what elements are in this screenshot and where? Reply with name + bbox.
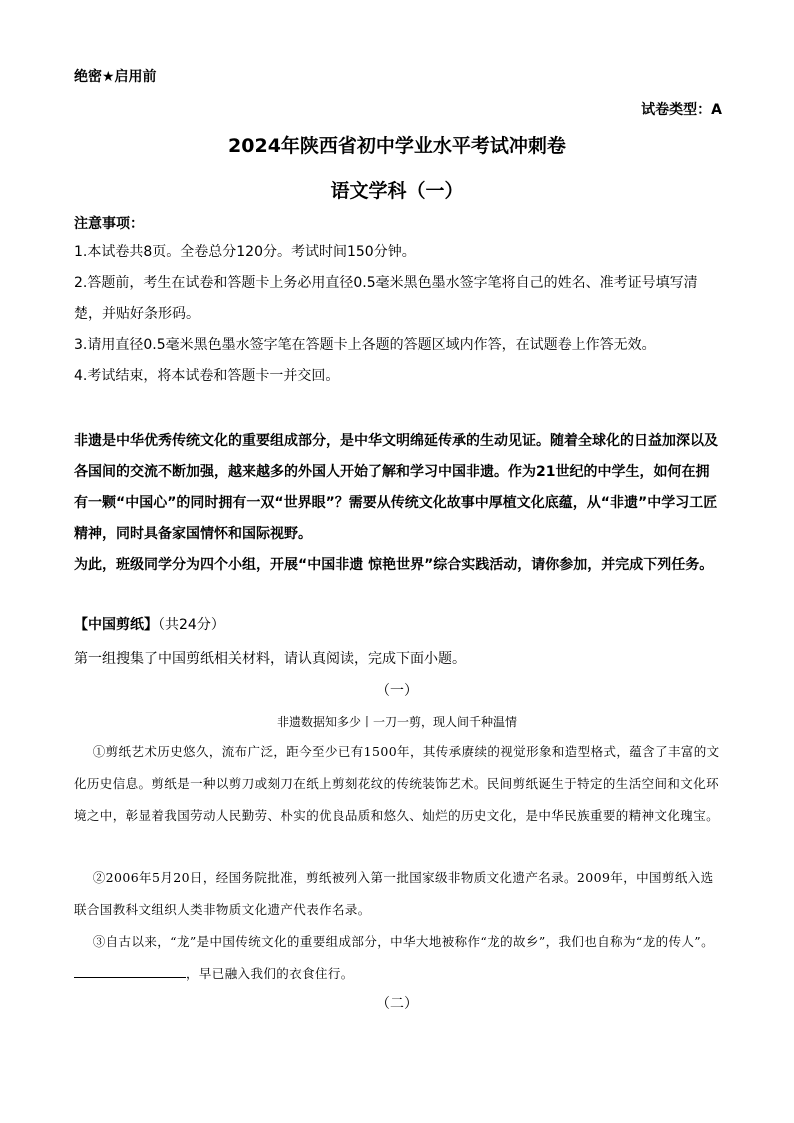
- secret-label: 绝密★启用前: [74, 69, 157, 85]
- task-text: 为此，班级同学分为四个小组，开展“中国非遗 惊艳世界”综合实践活动，请你参加，并完成下列任务。: [74, 557, 714, 573]
- material-paragraph-1: [74, 736, 720, 832]
- note-item: 3.请用直径0.5毫米黑色墨水签字笔在答题卡上各题的答题区域内作答，在试题卷上作答无效。: [74, 337, 656, 353]
- answer-blank: [74, 965, 186, 978]
- material-two-marker: （二）: [376, 996, 418, 1012]
- material-paragraph-3: [74, 926, 720, 990]
- section-heading: [74, 614, 225, 634]
- exam-title: 2024年陕西省初中学业水平考试冲刺卷: [228, 135, 566, 157]
- note-item: 1.本试卷共8页。全卷总分120分。考试时间150分钟。: [74, 244, 416, 260]
- paper-type: 试卷类型：A: [641, 102, 722, 118]
- section-score: （共24分）: [158, 617, 225, 633]
- material-one-marker: （一）: [376, 683, 418, 699]
- intro-text: 非遗是中华优秀传统文化的重要组成部分，是中华文明绵延传承的生动见证。随着全球化的日益加深以及各国间的交流不断加强，越来越多的外国人开始了解和学习中国非遗。作为21世纪的中学生，如何在拥有一颗“中国心”的同时拥有一双“世界眼”？需要从传统文化故事中厚植文化底蕴，从“非遗”中学习工匠精神，同时具备家国情怀和国际视野。: [74, 433, 718, 542]
- task-paragraph: [74, 550, 720, 581]
- note-item: 2.答题前，考生在试卷和答题卡上务必用直径0.5毫米黑色墨水签字笔将自己的姓名、准考证号填写清楚，并贴好条形码。: [74, 275, 698, 322]
- notes-list: [74, 237, 720, 392]
- section-title: 【中国剪纸】: [74, 617, 158, 633]
- intro-paragraph: [74, 426, 720, 550]
- paragraph-text: ①剪纸艺术历史悠久，流布广泛，距今至少已有1500年，其传承赓续的视觉形象和造型格式，蕴含了丰富的文化历史信息。剪纸是一种以剪刀或刻刀在纸上剪刻花纹的传统装饰艺术。民间剪纸诞生于特定的生活空间和文化环境之中，彰显着我国劳动人民勤劳、朴实的优良品质和悠久、灿烂的历史文化，是中华民族重要的精神文化瑰宝。: [74, 744, 720, 823]
- exam-subtitle: 语文学科（一）: [330, 180, 464, 202]
- paragraph-text: ②2006年5月20日，经国务院批准，剪纸被列入第一批国家级非物质文化遗产名录。2009年，中国剪纸入选联合国教科文组织人类非物质文化遗产代表作名录。: [74, 870, 714, 917]
- notes-heading: 注意事项：: [74, 216, 144, 232]
- paragraph-text-after-blank: ，早已融入我们的衣食住行。: [186, 966, 354, 981]
- material-headline: 非遗数据知多少丨一刀一剪，现人间千种温情: [276, 715, 517, 729]
- paragraph-text-before-blank: ③自古以来，“龙”是中国传统文化的重要组成部分，中华大地被称作“龙的故乡”，我们也自称为“龙的传人”。: [92, 934, 714, 949]
- note-item: 4.考试结束，将本试卷和答题卡一并交回。: [74, 368, 340, 384]
- paragraph-text: [74, 926, 720, 990]
- material-paragraph-2: [74, 862, 720, 926]
- section-instruction: 第一组搜集了中国剪纸相关材料，请认真阅读，完成下面小题。: [74, 651, 466, 667]
